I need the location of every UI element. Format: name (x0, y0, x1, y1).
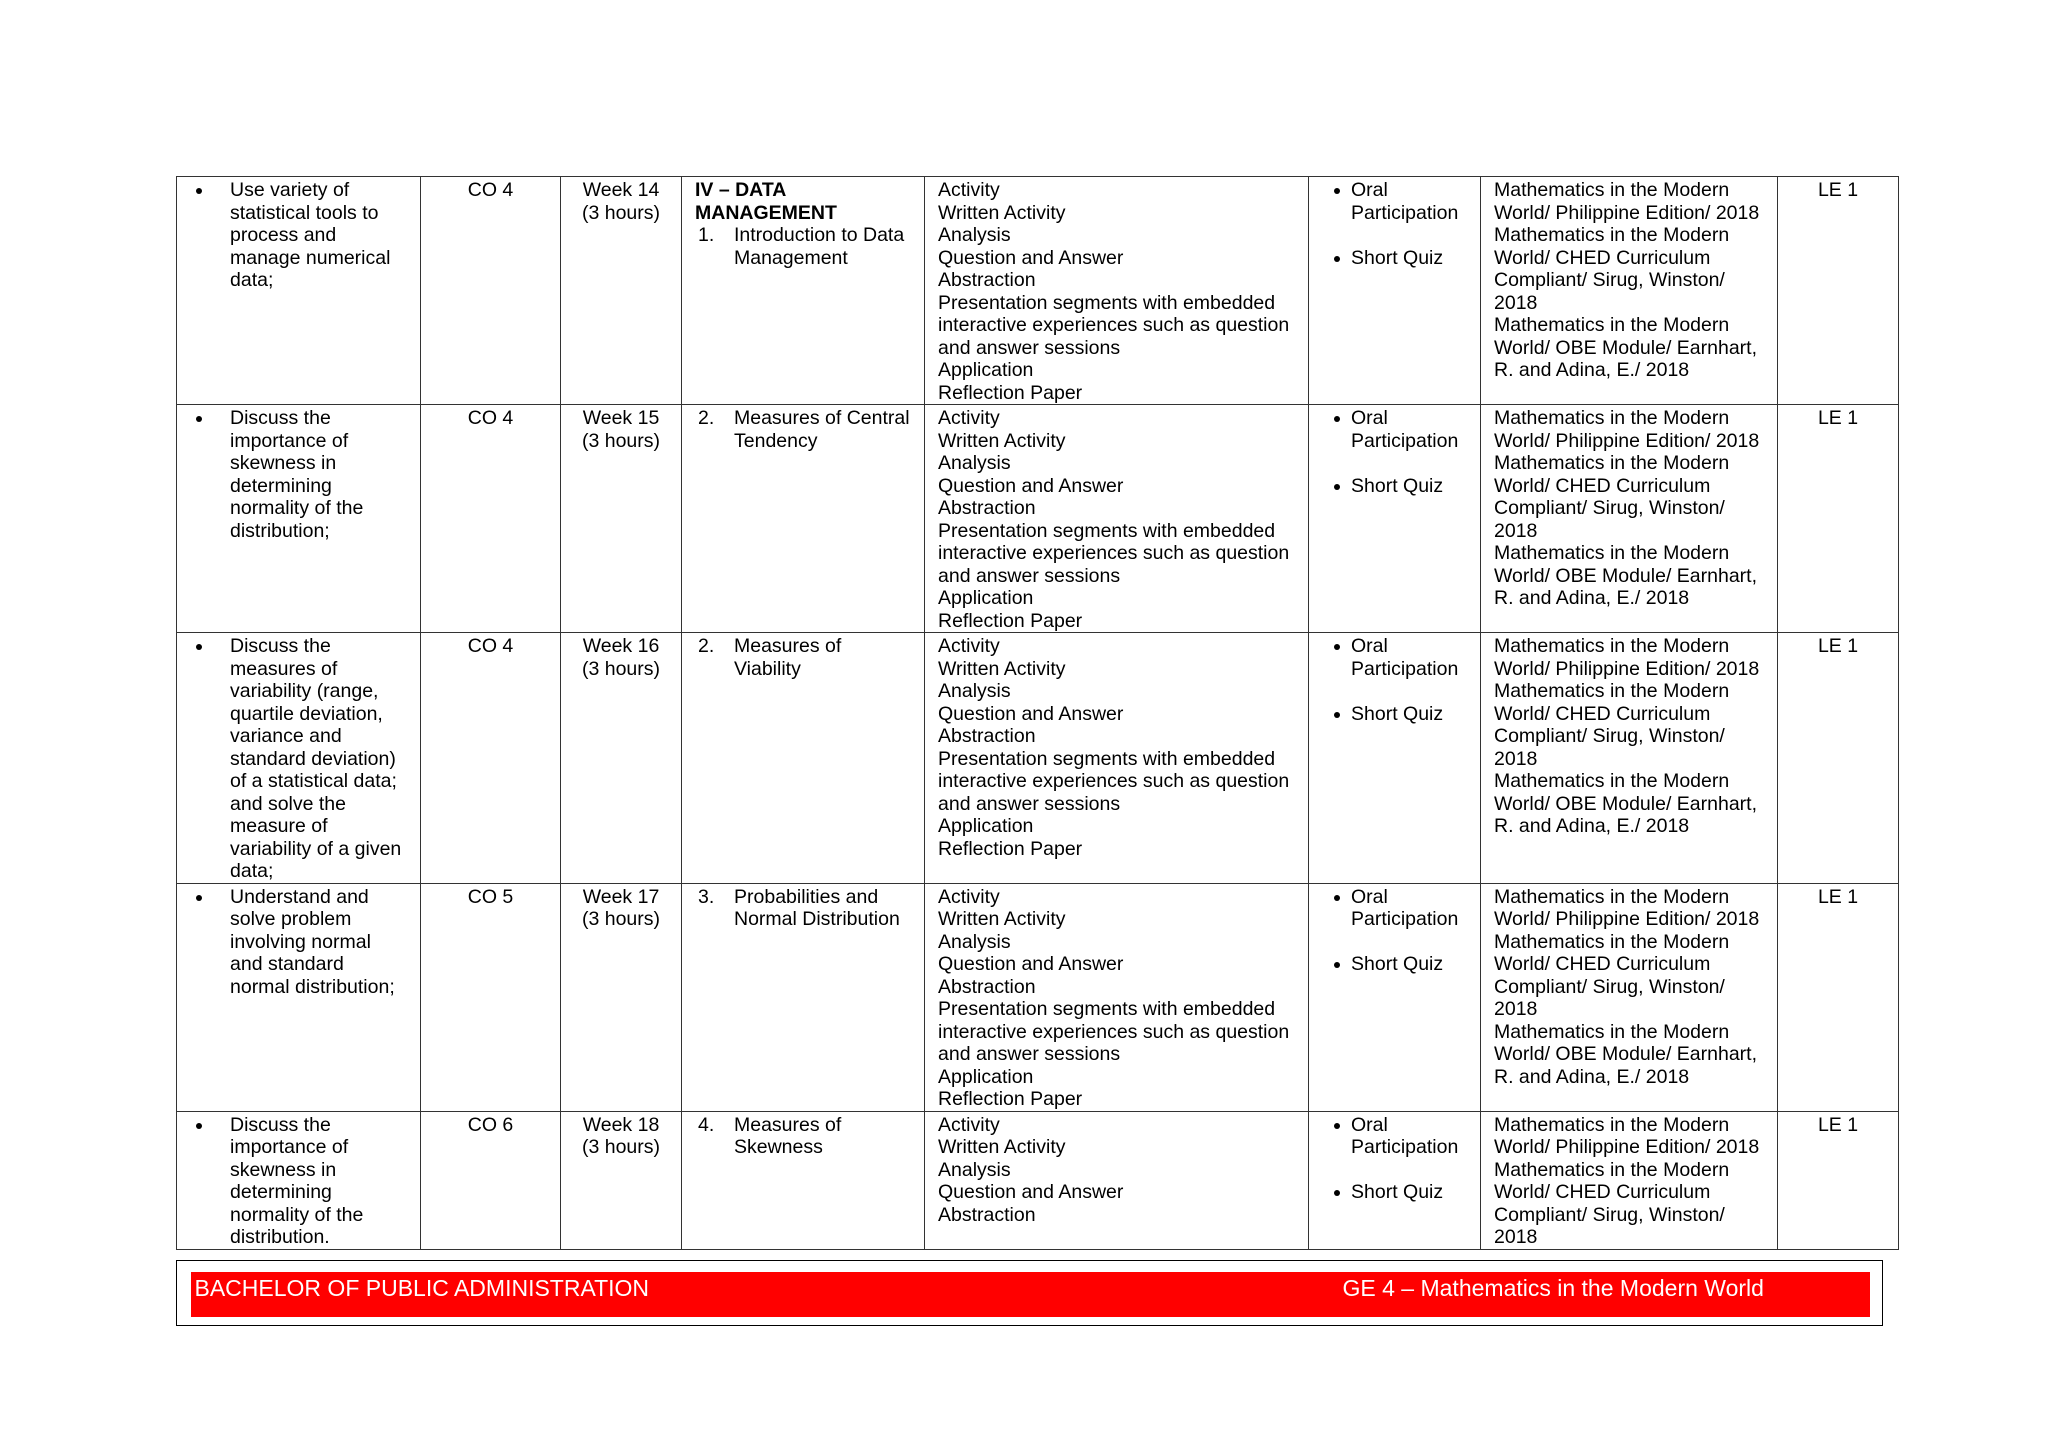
assessment-text: Short Quiz (1351, 246, 1444, 269)
objective-text: Use variety of statistical tools to process and manage numerical data; (230, 179, 391, 291)
topic-title: Measures of Skewness (734, 1113, 842, 1158)
topic-number: 3. (698, 885, 715, 908)
le-label: LE 1 (1817, 1113, 1859, 1136)
activity-item: Activity (938, 635, 1000, 657)
objective-cell (177, 177, 421, 405)
bullet-icon (196, 886, 230, 909)
activity-item: Written Activity (938, 657, 1066, 680)
syllabus-table (176, 176, 1899, 1250)
objective-item (196, 179, 417, 292)
assessment-cell (1309, 883, 1481, 1111)
duration-label: (3 hours) (581, 1136, 661, 1158)
objective-item (196, 407, 417, 542)
week-label: Week 16 (582, 635, 660, 657)
activity-item: Reflection Paper (938, 1088, 1083, 1110)
bullet-icon (1334, 886, 1351, 909)
le-label: LE 1 (1817, 885, 1859, 908)
activity-item: Analysis (938, 1158, 1011, 1181)
assessment-cell (1309, 633, 1481, 884)
activity-item: Activity (938, 407, 1000, 429)
bullet-icon (1334, 1181, 1351, 1204)
activity-item: Written Activity (938, 429, 1066, 452)
assessment-text: Short Quiz (1351, 1181, 1444, 1203)
bullet-icon (1334, 703, 1351, 726)
reference-item: Mathematics in the Modern World/ CHED Curriculum Compliant/ Sirug, Winston/ 2018 (1494, 452, 1730, 542)
week-label: Week 15 (582, 407, 660, 429)
assessment-item (1334, 1181, 1477, 1204)
topic-number: 2. (698, 407, 715, 429)
week-cell (561, 1111, 682, 1249)
topic-item (695, 224, 921, 269)
bullet-icon (1334, 1114, 1351, 1137)
reference-item: Mathematics in the Modern World/ OBE Module/ Earnhart, R. and Adina, E./ 2018 (1494, 314, 1758, 381)
references-cell (1481, 633, 1778, 884)
reference-item: Mathematics in the Modern World/ CHED Curriculum Compliant/ Sirug, Winston/ 2018 (1494, 224, 1730, 314)
le-label: LE 1 (1817, 635, 1859, 657)
activity-item: Analysis (938, 930, 1011, 953)
le-cell (1778, 1111, 1899, 1249)
table-row (177, 1111, 1899, 1249)
activities-cell (925, 1111, 1309, 1249)
activity-item: Written Activity (938, 201, 1066, 224)
objective-text: Understand and solve problem involving normal and standard normal distribution; (230, 885, 395, 998)
topic-item (695, 1114, 921, 1159)
topic-number: 1. (698, 224, 715, 246)
topic-cell (682, 1111, 925, 1249)
activity-item: Question and Answer (938, 474, 1124, 497)
activity-item: Application (938, 359, 1034, 381)
references-cell (1481, 1111, 1778, 1249)
table-row (177, 177, 1899, 405)
le-cell (1778, 177, 1899, 405)
reference-item: Mathematics in the Modern World/ Philippine Edition/ 2018 (1494, 179, 1760, 224)
assessment-item (1334, 703, 1477, 726)
activity-item: Question and Answer (938, 702, 1124, 725)
activity-item: Abstraction (938, 725, 1036, 747)
bullet-icon (1334, 179, 1351, 202)
references-cell (1481, 177, 1778, 405)
footer-frame (176, 1260, 1883, 1326)
week-cell (561, 405, 682, 633)
reference-item: Mathematics in the Modern World/ Philippine Edition/ 2018 (1494, 885, 1760, 930)
assessment-text: Oral Participation (1351, 407, 1459, 452)
assessment-item (1334, 635, 1477, 680)
assessment-text: Oral Participation (1351, 179, 1459, 224)
objective-text: Discuss the importance of skewness in determining normality of the distribution; (230, 407, 364, 542)
activity-item: Question and Answer (938, 246, 1124, 269)
activity-item: Reflection Paper (938, 609, 1083, 632)
footer-course-title: GE 4 – Mathematics in the Modern World (1342, 1274, 1764, 1301)
bullet-icon (1334, 953, 1351, 976)
co-cell (421, 883, 561, 1111)
assessment-item (1334, 1114, 1477, 1159)
bullet-icon (1334, 247, 1351, 270)
course-outcome: CO 4 (467, 179, 514, 201)
co-cell (421, 633, 561, 884)
assessment-cell (1309, 177, 1481, 405)
reference-item: Mathematics in the Modern World/ Philippine Edition/ 2018 (1494, 635, 1760, 680)
assessment-text: Oral Participation (1351, 635, 1459, 680)
topic-title: Measures of Viability (734, 635, 842, 680)
assessment-item (1334, 475, 1477, 498)
objective-item (196, 635, 417, 883)
topic-cell (682, 405, 925, 633)
activity-item: Activity (938, 1113, 1000, 1136)
objective-cell (177, 1111, 421, 1249)
objective-text: Discuss the importance of skewness in determining normality of the distribution. (230, 1113, 364, 1248)
topic-title: Probabilities and Normal Distribution (734, 885, 900, 930)
course-outcome: CO 4 (467, 635, 514, 657)
activity-item: Analysis (938, 680, 1011, 702)
activity-item: Reflection Paper (938, 381, 1083, 404)
reference-item: Mathematics in the Modern World/ OBE Module/ Earnhart, R. and Adina, E./ 2018 (1494, 770, 1758, 837)
le-label: LE 1 (1817, 407, 1859, 429)
co-cell (421, 1111, 561, 1249)
activities-cell (925, 633, 1309, 884)
reference-item: Mathematics in the Modern World/ OBE Module/ Earnhart, R. and Adina, E./ 2018 (1494, 542, 1758, 609)
reference-item: Mathematics in the Modern World/ CHED Curriculum Compliant/ Sirug, Winston/ 2018 (1494, 680, 1730, 770)
week-label: Week 17 (582, 885, 660, 908)
objective-item (196, 1114, 417, 1249)
assessment-item (1334, 247, 1477, 270)
activity-item: Presentation segments with embedded interactive experiences such as question and answer sessions (938, 998, 1290, 1065)
reference-item: Mathematics in the Modern World/ CHED Curriculum Compliant/ Sirug, Winston/ 2018 (1494, 1158, 1730, 1248)
course-outcome: CO 6 (467, 1113, 514, 1136)
topic-item (695, 635, 921, 680)
week-cell (561, 177, 682, 405)
table-row (177, 883, 1899, 1111)
topic-item (695, 407, 921, 452)
week-cell (561, 883, 682, 1111)
topic-cell (682, 177, 925, 405)
assessment-text: Oral Participation (1351, 1113, 1459, 1158)
bullet-icon (1334, 475, 1351, 498)
duration-label: (3 hours) (581, 657, 661, 680)
assessment-item (1334, 179, 1477, 224)
footer-bar (191, 1272, 1870, 1317)
assessment-text: Oral Participation (1351, 885, 1459, 930)
table-row (177, 633, 1899, 884)
topic-number: 4. (698, 1113, 715, 1136)
duration-label: (3 hours) (581, 429, 661, 452)
le-cell (1778, 405, 1899, 633)
activities-cell (925, 177, 1309, 405)
activity-item: Abstraction (938, 1203, 1036, 1226)
assessment-text: Short Quiz (1351, 953, 1444, 975)
co-cell (421, 405, 561, 633)
activity-item: Written Activity (938, 1136, 1066, 1158)
footer-program-name: BACHELOR OF PUBLIC ADMINISTRATION (194, 1274, 650, 1301)
assessment-text: Short Quiz (1351, 702, 1444, 725)
activity-item: Presentation segments with embedded interactive experiences such as question and answer sessions (938, 291, 1290, 359)
assessment-cell (1309, 405, 1481, 633)
le-label: LE 1 (1817, 179, 1859, 201)
activities-cell (925, 405, 1309, 633)
bullet-icon (196, 179, 230, 202)
topic-heading: IV – DATA MANAGEMENT (695, 179, 837, 224)
week-cell (561, 633, 682, 884)
topic-title: Introduction to Data Management (734, 224, 905, 269)
bullet-icon (196, 1114, 230, 1137)
topic-number: 2. (698, 635, 715, 657)
activity-item: Question and Answer (938, 953, 1124, 975)
assessment-text: Short Quiz (1351, 474, 1444, 497)
objective-cell (177, 633, 421, 884)
activity-item: Abstraction (938, 269, 1036, 291)
activity-item: Written Activity (938, 908, 1066, 930)
assessment-item (1334, 953, 1477, 976)
activity-item: Presentation segments with embedded interactive experiences such as question and answer sessions (938, 747, 1290, 815)
activity-item: Reflection Paper (938, 837, 1083, 860)
activity-item: Application (938, 587, 1034, 609)
table-row (177, 405, 1899, 633)
references-cell (1481, 883, 1778, 1111)
le-cell (1778, 883, 1899, 1111)
references-cell (1481, 405, 1778, 633)
topic-item (695, 886, 921, 931)
objective-item (196, 886, 417, 999)
course-outcome: CO 4 (467, 407, 514, 429)
activity-item: Question and Answer (938, 1181, 1124, 1203)
activity-item: Application (938, 815, 1034, 837)
reference-item: Mathematics in the Modern World/ CHED Curriculum Compliant/ Sirug, Winston/ 2018 (1494, 930, 1730, 1020)
assessment-item (1334, 407, 1477, 452)
activities-cell (925, 883, 1309, 1111)
topic-cell (682, 633, 925, 884)
activity-item: Presentation segments with embedded interactive experiences such as question and answer sessions (938, 519, 1290, 587)
activity-item: Activity (938, 179, 1000, 201)
le-cell (1778, 633, 1899, 884)
course-outcome: CO 5 (467, 885, 514, 908)
bullet-icon (196, 407, 230, 430)
activity-item: Abstraction (938, 975, 1036, 998)
objective-cell (177, 405, 421, 633)
reference-item: Mathematics in the Modern World/ Philippine Edition/ 2018 (1494, 1113, 1760, 1158)
topic-title: Measures of Central Tendency (734, 407, 910, 452)
week-label: Week 14 (582, 179, 660, 201)
duration-label: (3 hours) (581, 908, 661, 930)
co-cell (421, 177, 561, 405)
bullet-icon (1334, 635, 1351, 658)
bullet-icon (1334, 407, 1351, 430)
assessment-cell (1309, 1111, 1481, 1249)
activity-item: Activity (938, 885, 1000, 908)
assessment-item (1334, 886, 1477, 931)
bullet-icon (196, 635, 230, 658)
objective-cell (177, 883, 421, 1111)
activity-item: Abstraction (938, 497, 1036, 519)
duration-label: (3 hours) (581, 201, 661, 224)
activity-item: Analysis (938, 224, 1011, 246)
reference-item: Mathematics in the Modern World/ OBE Module/ Earnhart, R. and Adina, E./ 2018 (1494, 1020, 1758, 1088)
activity-item: Application (938, 1065, 1034, 1088)
reference-item: Mathematics in the Modern World/ Philippine Edition/ 2018 (1494, 407, 1760, 452)
topic-cell (682, 883, 925, 1111)
activity-item: Analysis (938, 452, 1011, 474)
objective-text: Discuss the measures of variability (range, quartile deviation, variance and standard deviation) of a statistical data; and solve the measure of variability of a given data; (230, 635, 402, 882)
week-label: Week 18 (582, 1113, 660, 1136)
